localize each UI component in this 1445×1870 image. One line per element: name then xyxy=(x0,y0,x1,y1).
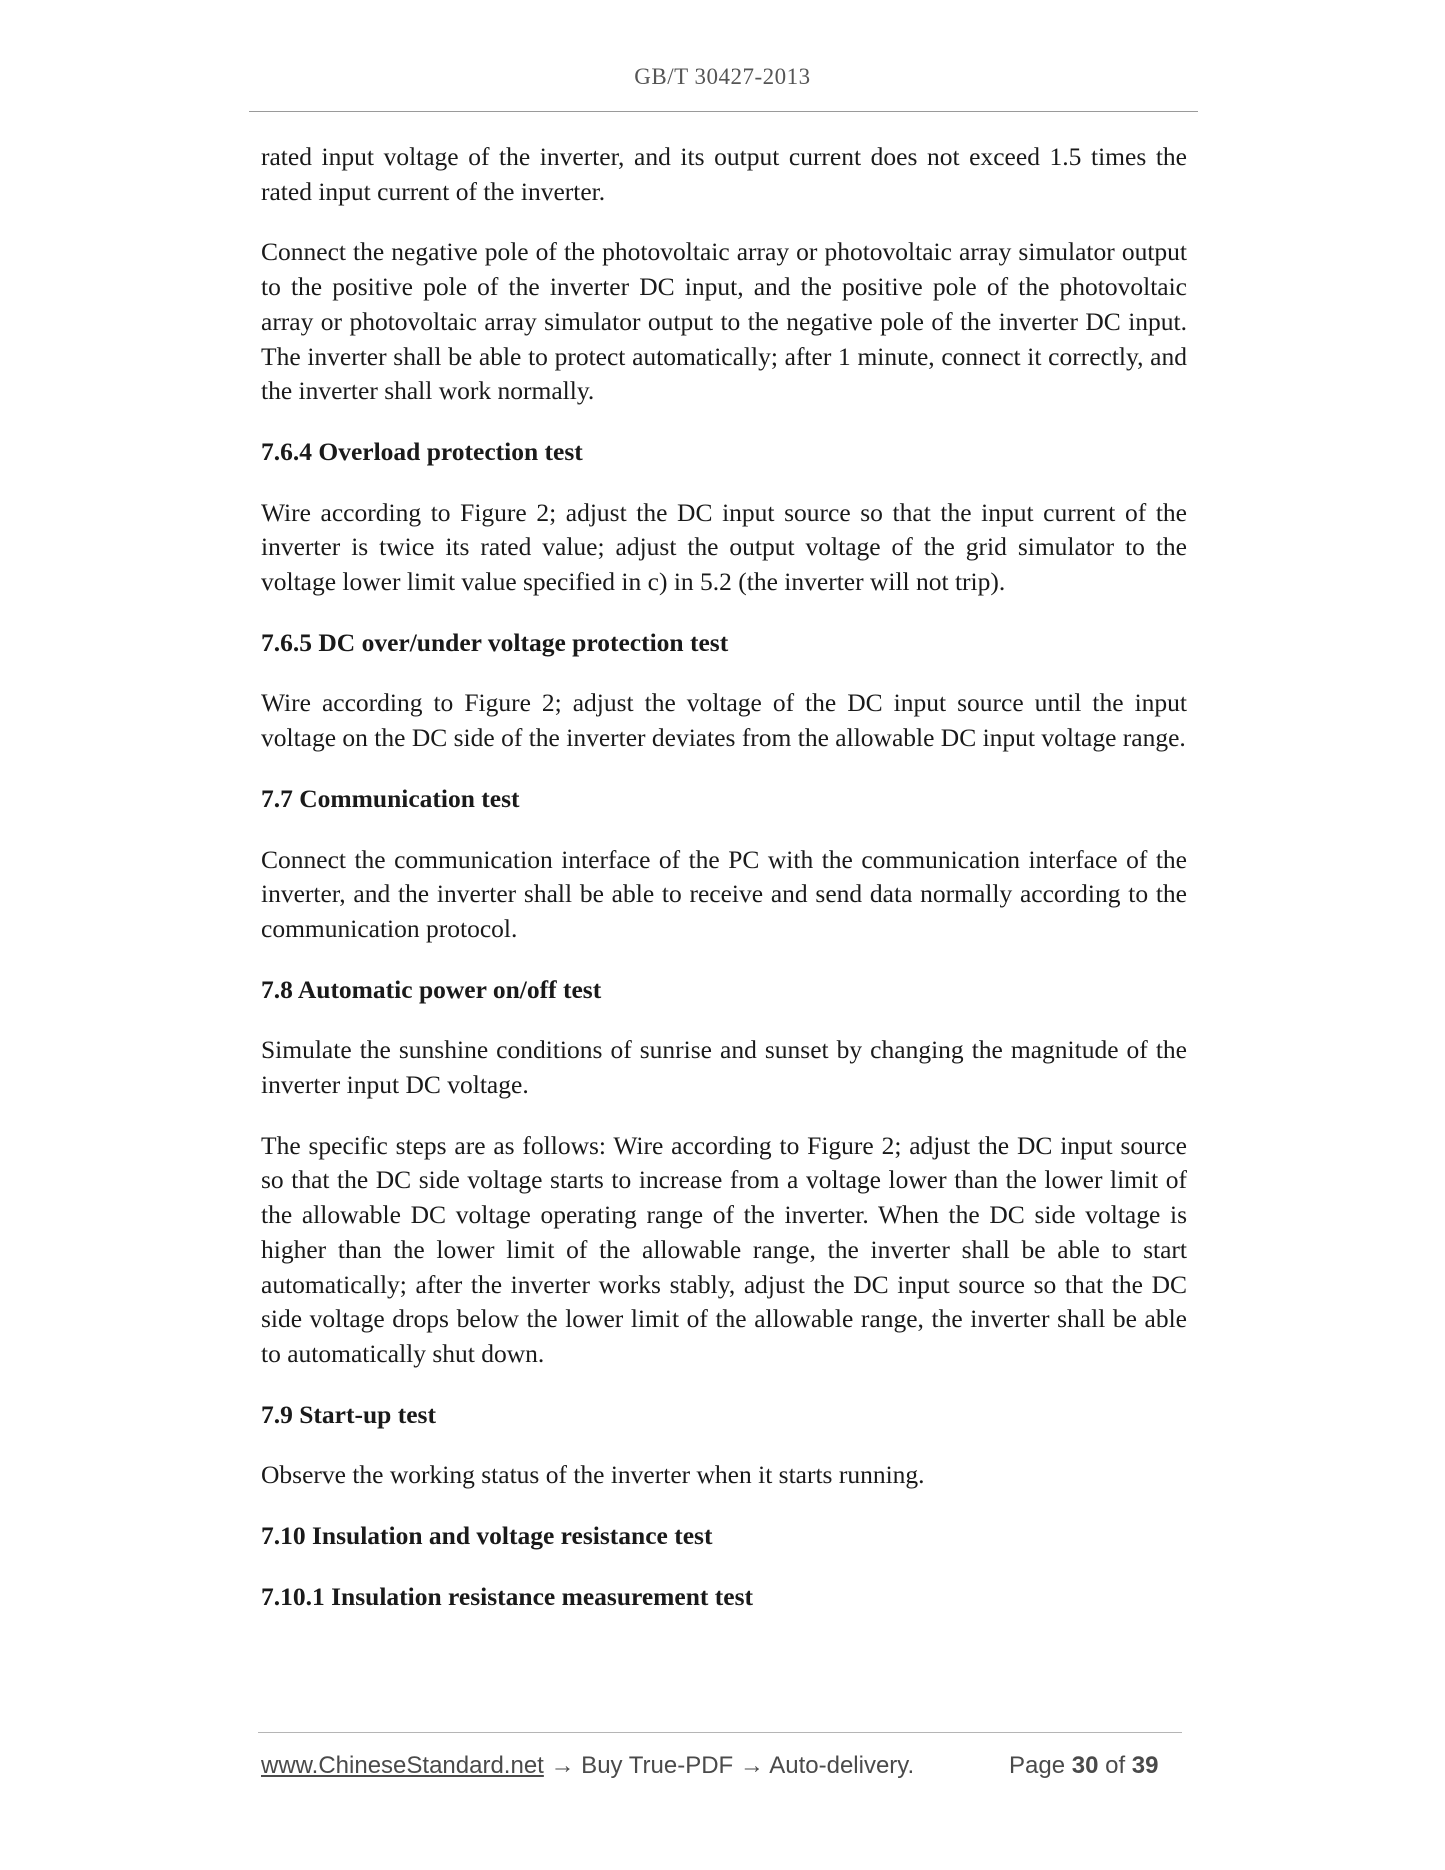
section-heading-7-8: 7.8 Automatic power on/off test xyxy=(261,974,602,1004)
page-total: 39 xyxy=(1131,1752,1159,1779)
document-header: GB/T 30427-2013 xyxy=(634,64,811,89)
paragraph-7-8-steps: The specific steps are as follows: Wire according to Figure 2; adjust the DC input source so that the DC side voltage starts to increase from a voltage lower than the lower limit of the allowable DC voltage operating range of the inverter. When the DC side voltage is higher than the lower limit of the allowable range, the inverter shall be able to start automatically; after the inverter works stably, adjust the DC input source so that the DC side voltage drops below the lower limit of the allowable range, the inverter shall be able to automatically shut down. xyxy=(261,1130,1187,1368)
footer-promo-text: → Buy True-PDF → Auto-delivery. xyxy=(543,1752,915,1779)
footer-promo xyxy=(261,1752,914,1780)
section-heading-7-6-4: 7.6.4 Overload protection test xyxy=(261,436,583,466)
section-heading-7-10-1: 7.10.1 Insulation resistance measurement test xyxy=(261,1581,754,1611)
paragraph-7-9: Observe the working status of the inverter when it starts running. xyxy=(261,1460,925,1490)
section-heading-7-9: 7.9 Start-up test xyxy=(261,1399,436,1429)
paragraph-reverse-polarity: Connect the negative pole of the photovoltaic array or photovoltaic array simulator output to the positive pole of the inverter DC input, and the positive pole of the photovoltaic array or photovoltaic array simulator output to the negative pole of the inverter DC input. The inverter shall be able to protect automatically; after 1 minute, connect it correctly, and the inverter shall work normally. xyxy=(261,237,1187,406)
site-link[interactable]: www.ChineseStandard.net xyxy=(261,1752,544,1779)
paragraph-continuation: rated input voltage of the inverter, and its output current does not exceed 1.5 times the rated input current of the inverter. xyxy=(261,142,1187,206)
page-current: 30 xyxy=(1071,1752,1099,1779)
page-label: Page xyxy=(1009,1752,1066,1779)
section-heading-7-6-5: 7.6.5 DC over/under voltage protection test xyxy=(261,627,729,657)
footer-divider xyxy=(258,1732,1182,1733)
section-heading-7-10: 7.10 Insulation and voltage resistance test xyxy=(261,1521,713,1551)
page-body xyxy=(261,140,1187,1641)
paragraph-7-6-4: Wire according to Figure 2; adjust the DC input source so that the input current of the inverter is twice its rated value; adjust the output voltage of the grid simulator to the voltage lower limit value specified in c) in 5.2 (the inverter will not trip). xyxy=(261,497,1187,597)
page-number xyxy=(1009,1752,1159,1780)
header-divider xyxy=(249,111,1198,112)
section-heading-7-7: 7.7 Communication test xyxy=(261,783,520,813)
paragraph-7-7: Connect the communication interface of the PC with the communication interface of the inverter, and the inverter shall be able to receive and send data normally according to the communication protocol. xyxy=(261,844,1187,943)
of-label: of xyxy=(1105,1752,1126,1779)
paragraph-7-6-5: Wire according to Figure 2; adjust the voltage of the DC input source until the input voltage on the DC side of the inverter deviates from the allowable DC input voltage range. xyxy=(261,688,1187,753)
paragraph-7-8-intro: Simulate the sunshine conditions of sunrise and sunset by changing the magnitude of the inverter input DC voltage. xyxy=(261,1035,1187,1100)
